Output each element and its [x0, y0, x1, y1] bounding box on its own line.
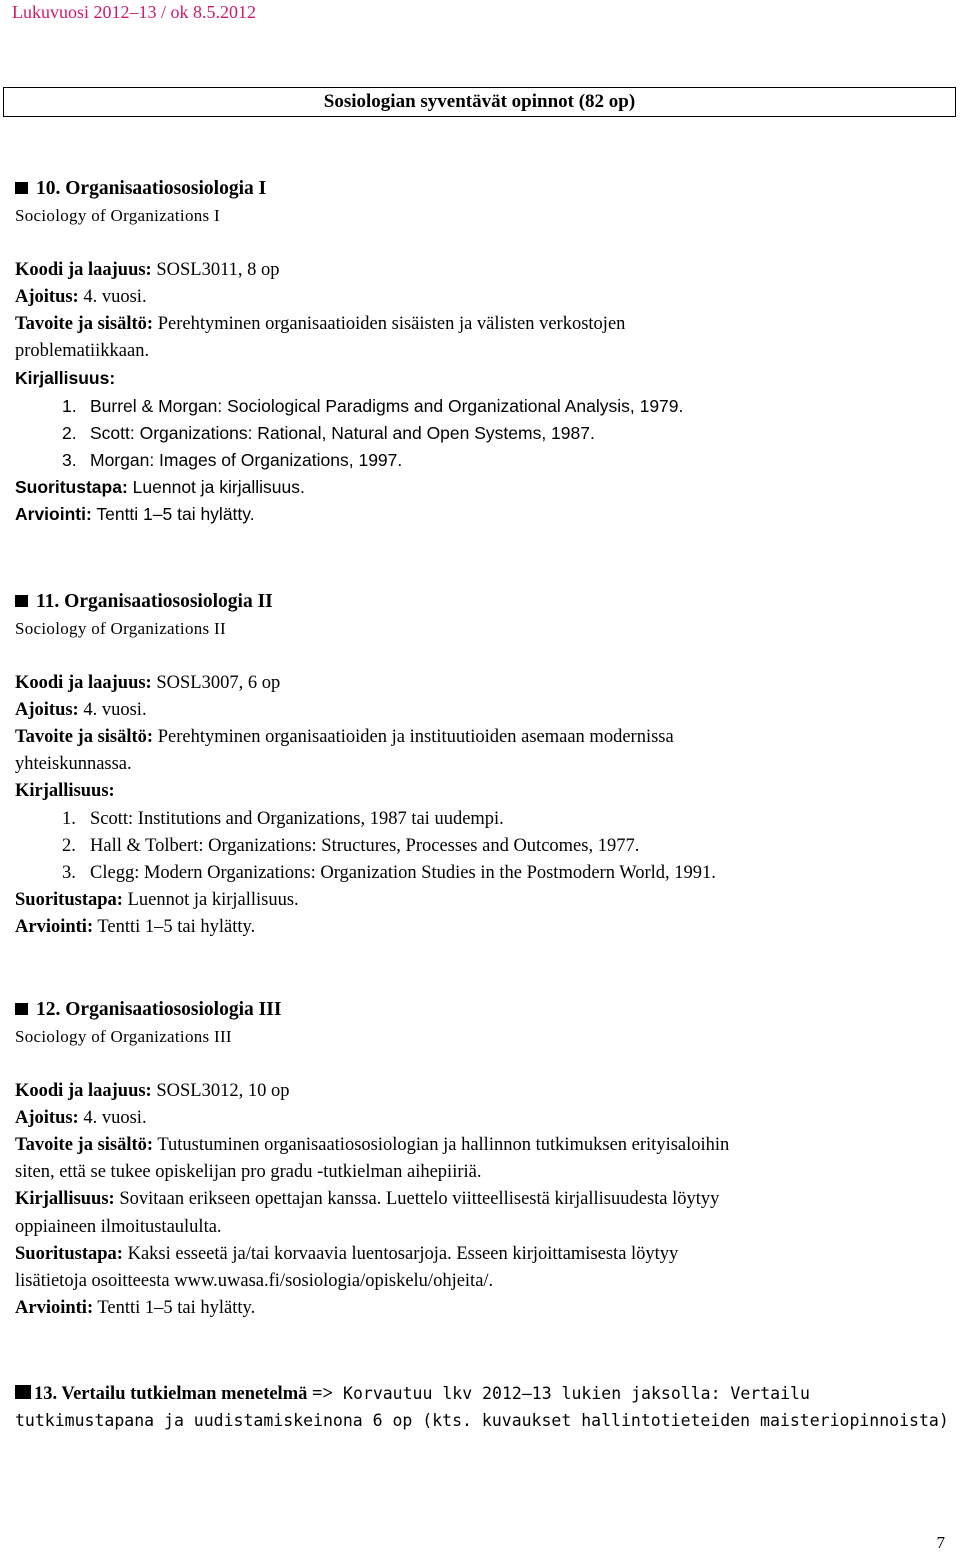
course-method: Suoritustapa: Kaksi esseetä ja/tai korvaavia luentosarjoja. Esseen kirjoittamisesta löytyy — [15, 1243, 679, 1264]
square-bullet-icon — [15, 1385, 31, 1399]
course-12 — [15, 996, 950, 1322]
literature-item: 3. Clegg: Modern Organizations: Organization Studies in the Postmodern World, 1991. — [62, 862, 716, 883]
course-code: Koodi ja laajuus: SOSL3007, 6 op — [15, 672, 281, 693]
course-code: Koodi ja laajuus: SOSL3012, 10 op — [15, 1080, 290, 1101]
course-timing: Ajoitus: 4. vuosi. — [15, 286, 147, 307]
course-method-cont: lisätietoja osoitteesta www.uwasa.fi/sosiologia/opiskelu/ohjeita/. — [15, 1270, 494, 1291]
course-11 — [15, 588, 950, 941]
course-10 — [15, 175, 950, 528]
course-goal-cont: yhteiskunnassa. — [15, 754, 132, 775]
course-subtitle: Sociology of Organizations II — [15, 619, 226, 639]
literature-item: 2. Hall & Tolbert: Organizations: Structures, Processes and Outcomes, 1977. — [62, 835, 640, 856]
course-grading: Arviointi: Tentti 1–5 tai hylätty. — [15, 1298, 256, 1319]
course-method: Suoritustapa: Luennot ja kirjallisuus. — [15, 477, 305, 498]
course-title: 12. Organisaatiososiologia III — [15, 996, 950, 1023]
course-literature-cont: oppiaineen ilmoitustaululta. — [15, 1216, 222, 1237]
course-goal: Tavoite ja sisältö: Tutustuminen organisaatiososiologian ja hallinnon tutkimuksen erityisaloihin — [15, 1134, 730, 1155]
literature-label: Kirjallisuus: — [15, 781, 115, 802]
square-bullet-icon — [15, 595, 28, 607]
course-goal-cont: problematiikkaan. — [15, 341, 150, 362]
course-method: Suoritustapa: Luennot ja kirjallisuus. — [15, 890, 299, 911]
literature-label: Kirjallisuus: — [15, 368, 116, 389]
course-timing: Ajoitus: 4. vuosi. — [15, 1107, 147, 1128]
course-goal-cont: siten, että se tukee opiskelijan pro gradu -tutkielman aihepiiriä. — [15, 1162, 482, 1183]
course-subtitle: Sociology of Organizations III — [15, 1027, 232, 1047]
square-bullet-icon — [15, 1003, 28, 1015]
literature-item: 3. Morgan: Images of Organizations, 1997. — [62, 449, 403, 470]
literature-item: 1. Burrel & Morgan: Sociological Paradigms and Organizational Analysis, 1979. — [62, 395, 684, 416]
course-code: Koodi ja laajuus: SOSL3011, 8 op — [15, 259, 280, 280]
section-title: Sosiologian syventävät opinnot (82 op) — [3, 87, 956, 117]
course-title: 11. Organisaatiososiologia II — [15, 588, 950, 615]
square-bullet-icon — [15, 182, 28, 194]
course-literature: Kirjallisuus: Sovitaan erikseen opettajan kanssa. Luettelo viitteellisestä kirjallisuudesta löytyy — [15, 1189, 720, 1210]
course-title: 10. Organisaatiososiologia I — [15, 175, 950, 202]
course-grading: Arviointi: Tentti 1–5 tai hylätty. — [15, 504, 255, 525]
document-header: Lukuvuosi 2012–13 / ok 8.5.2012 — [12, 2, 257, 22]
course-subtitle: Sociology of Organizations I — [15, 206, 220, 226]
course-13-note: tutkimustapana ja uudistamiskeinona 6 op (kts. kuvaukset hallintotieteiden maisteriopinnoista) — [15, 1411, 949, 1430]
literature-item: 2. Scott: Organizations: Rational, Natural and Open Systems, 1987. — [62, 422, 595, 443]
literature-item: 1. Scott: Institutions and Organizations, 1987 tai uudempi. — [62, 808, 504, 829]
course-goal: Tavoite ja sisältö: Perehtyminen organisaatioiden sisäisten ja välisten verkostojen — [15, 313, 626, 334]
course-grading: Arviointi: Tentti 1–5 tai hylätty. — [15, 917, 256, 938]
course-goal: Tavoite ja sisältö: Perehtyminen organisaatioiden ja instituutioiden asemaan modernissa — [15, 726, 674, 747]
course-13-title: 13. Vertailu tutkielman menetelmä => Korvautuu lkv 2012–13 lukien jaksolla: Vertailu — [15, 1380, 950, 1407]
course-timing: Ajoitus: 4. vuosi. — [15, 699, 147, 720]
course-13 — [15, 1380, 950, 1434]
page-number: 7 — [936, 1533, 945, 1552]
